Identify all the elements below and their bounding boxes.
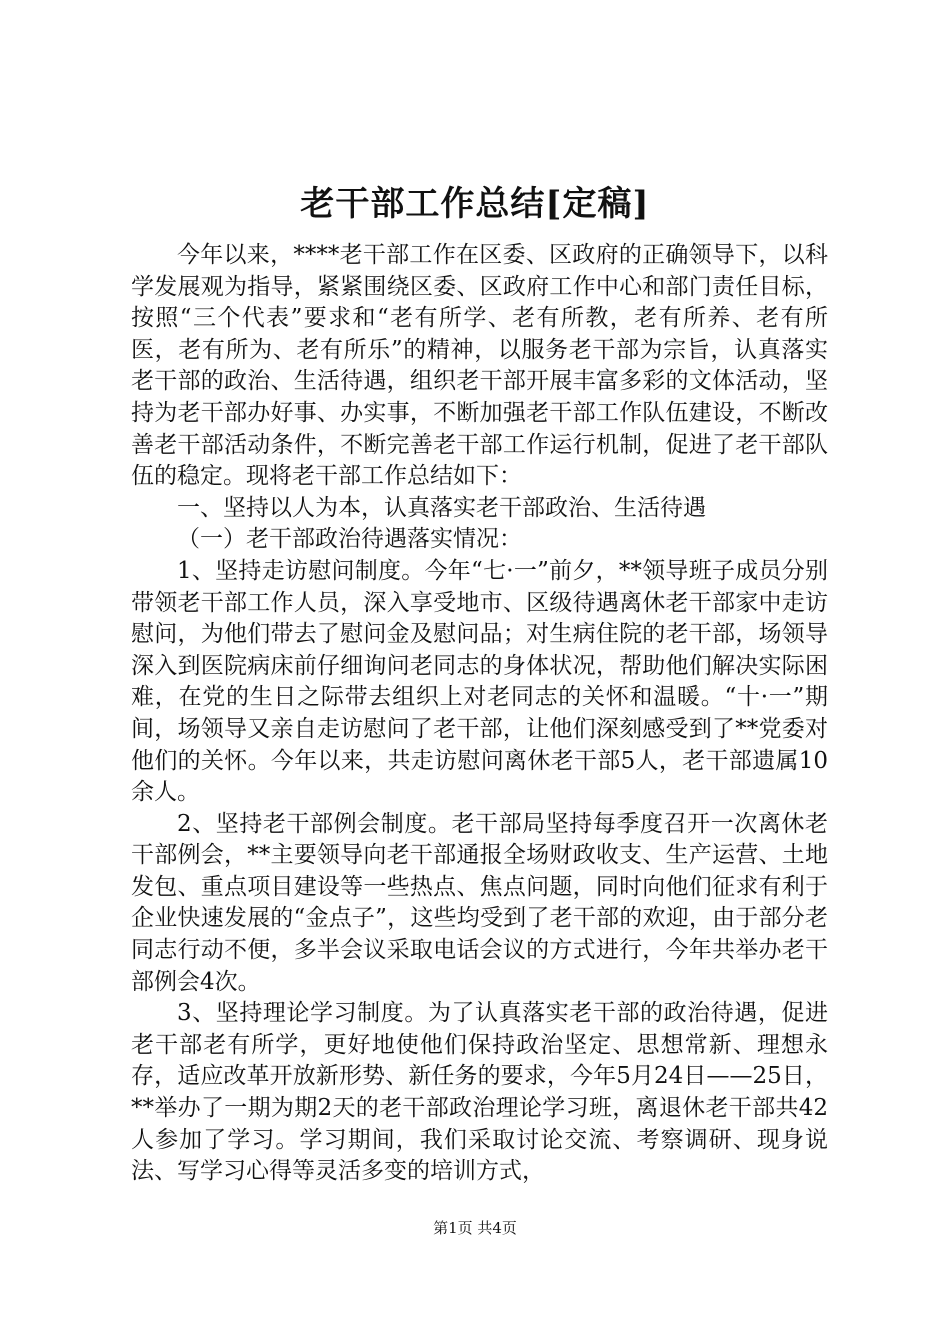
document-title: 老干部工作总结[定稿] <box>300 184 650 224</box>
paragraph-intro: 今年以来，****老干部工作在区委、区政府的正确领导下，以科学发展观为指导，紧紧围绕区委、区政府工作中心和部门责任目标，按照“三个代表”要求和“老有所学、老有所教，老有所养、老有所医，老有所为、老有所乐”的精神，以服务老干部为宗旨，认真落实老干部的政治、生活待遇，组织老干部开展丰富多彩的文体活动，坚持为老干部办好事、办实事，不断加强老干部工作队伍建设，不断改善老干部活动条件，不断完善老干部工作运行机制，促进了老干部队伍的稳定。现将老干部工作总结如下： <box>131 242 828 490</box>
paragraph-item-2: 2、坚持老干部例会制度。老干部局坚持每季度召开一次离休老干部例会，**主要领导向老干部通报全场财政收支、生产运营、土地发包、重点项目建设等一些热点、焦点问题，同时向他们征求有利于企业快速发展的“金点子”，这些均受到了老干部的欢迎，由于部分老同志行动不便，多半会议采取电话会议的方式进行，今年共举办老干部例会4次。 <box>131 810 828 995</box>
subsection-heading: （一）老干部政治待遇落实情况： <box>177 526 522 553</box>
page-footer: 第1页 共4页 <box>433 1219 517 1237</box>
paragraph-item-1: 1、坚持走访慰问制度。今年“七·一”前夕，**领导班子成员分别带领老干部工作人员，深入享受地市、区级待遇离休老干部家中走访慰问，为他们带去了慰问金及慰问品；对生病住院的老干部，场领导深入到医院病床前仔细询问老同志的身体状况，帮助他们解决实际困难，在党的生日之际带去组织上对老同志的关怀和温暖。“十·一”期间，场领导又亲自走访慰问了老干部，让他们深刻感受到了**党委对他们的关怀。今年以来，共走访慰问离休老干部5人，老干部遗属10余人。 <box>131 557 828 806</box>
section-heading: 一、坚持以人为本，认真落实老干部政治、生活待遇 <box>177 494 706 521</box>
paragraph-item-3: 3、坚持理论学习制度。为了认真落实老干部的政治待遇，促进老干部老有所学，更好地使他们保持政治坚定、思想常新、理想永存，适应改革开放新形势、新任务的要求，今年5月24日——25日，**举办了一期为期2天的老干部政治理论学习班，离退休老干部共42人参加了学习。学习期间，我们采取讨论交流、考察调研、现身说法、写学习心得等灵活多变的培训方式， <box>131 1000 828 1185</box>
document-body <box>131 240 828 1188</box>
